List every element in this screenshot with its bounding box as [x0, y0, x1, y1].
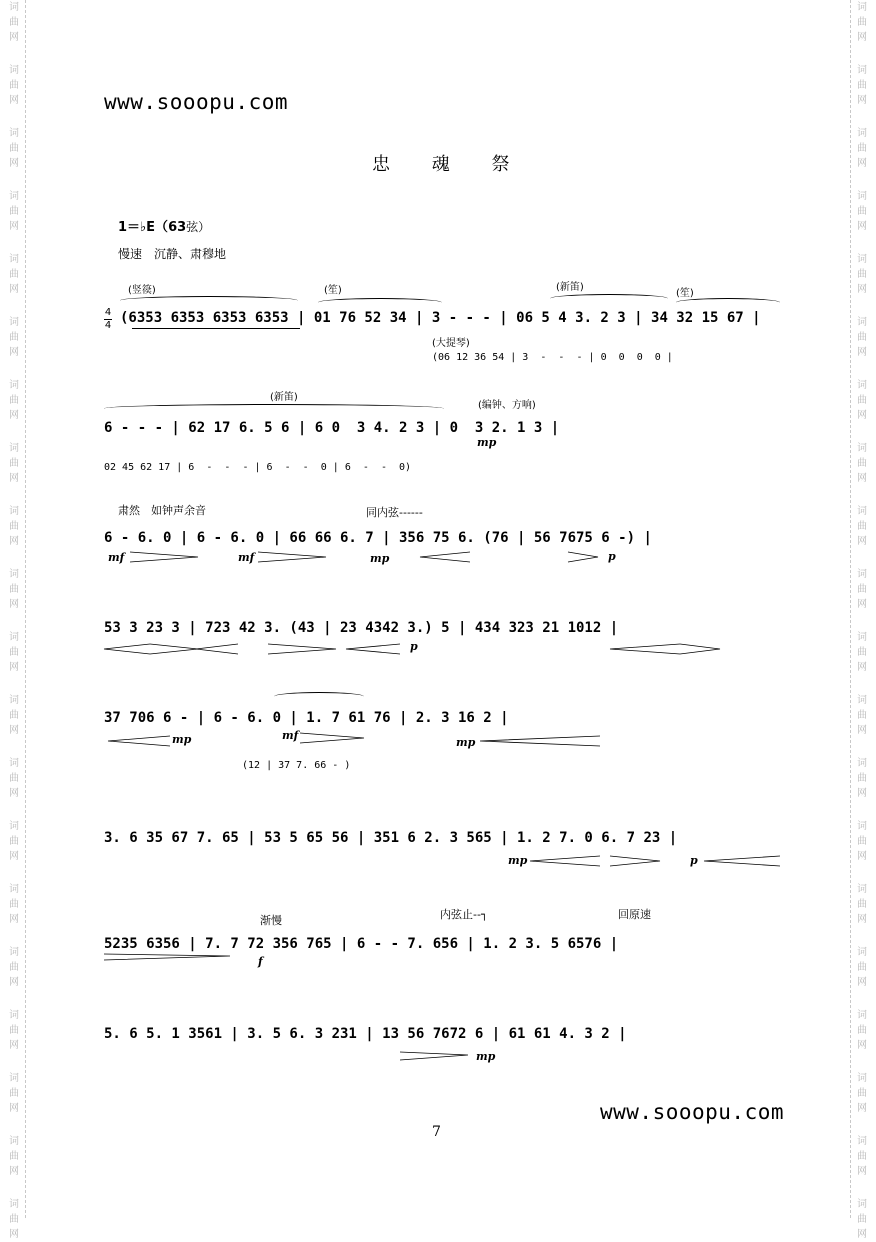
key-strings: 63 [168, 220, 187, 235]
watermark-char: 曲 [857, 269, 867, 280]
watermark-char: 网 [857, 536, 867, 547]
decrescendo-hairpin [300, 733, 364, 743]
crescendo-hairpin [610, 644, 680, 654]
dynamic-marking: mf [108, 551, 125, 564]
watermark-char: 曲 [9, 80, 19, 91]
notation-line: 37 706 6 - | 6 - 6. 0 | 1. 7 61 76 | 2. 3 16 2 | [104, 710, 509, 726]
notation-line: 5. 6 5. 1 3561 | 3. 5 6. 3 231 | 13 56 7672 6 | 61 61 4. 3 2 | [104, 1026, 627, 1042]
watermark-char: 网 [857, 1166, 867, 1177]
watermark-char: 词 [9, 65, 19, 76]
crescendo-hairpin [704, 856, 780, 866]
watermark-char: 曲 [9, 1025, 19, 1036]
watermark-char: 曲 [9, 1088, 19, 1099]
sub-notation-line: (06 12 36 54 | 3 - - - | 0 0 0 0 | [432, 352, 673, 363]
watermark-char: 曲 [857, 332, 867, 343]
notation-line: 53 3 23 3 | 723 42 3. (43 | 23 4342 3.) 5 | 434 323 21 1012 | [104, 620, 619, 636]
decrescendo-hairpin [268, 644, 336, 654]
watermark-char: 词 [9, 1010, 19, 1021]
watermark-char: 词 [857, 569, 867, 580]
dynamic-marking: p [608, 550, 616, 563]
watermark-char: 网 [9, 662, 19, 673]
watermark-char: 网 [9, 1229, 19, 1240]
watermark-char: 词 [857, 632, 867, 643]
watermark-char: 曲 [9, 710, 19, 721]
crescendo-hairpin [196, 644, 238, 654]
watermark-char: 词 [857, 758, 867, 769]
watermark-char: 曲 [857, 1088, 867, 1099]
watermark-char: 网 [857, 347, 867, 358]
watermark-char: 词 [9, 695, 19, 706]
watermark-char: 网 [857, 473, 867, 484]
watermark-char: 曲 [9, 836, 19, 847]
watermark-char: 曲 [857, 17, 867, 28]
watermark-char: 曲 [857, 962, 867, 973]
watermark-char: 词 [9, 569, 19, 580]
notation-line: 6 - - - | 62 17 6. 5 6 | 6 0 3 4. 2 3 | 0 3 2. 1 3 | [104, 420, 560, 436]
watermark-char: 词 [857, 65, 867, 76]
watermark-char: 词 [857, 128, 867, 139]
watermark-char: 曲 [9, 584, 19, 595]
decrescendo-hairpin [150, 644, 198, 654]
watermark-char: 网 [9, 536, 19, 547]
watermark-char: 曲 [9, 521, 19, 532]
watermark-char: 曲 [9, 269, 19, 280]
expression-text: 肃然 如钟声余音 [118, 504, 206, 517]
watermark-char: 网 [857, 599, 867, 610]
key-suffix: 弦） [186, 220, 211, 234]
crescendo-hairpin [530, 856, 600, 866]
watermark-char: 词 [9, 128, 19, 139]
sub-notation-line: (12 | 37 7. 66 - ) [242, 760, 351, 771]
watermark-char: 词 [857, 947, 867, 958]
watermark-char: 曲 [9, 458, 19, 469]
watermark-char: 词 [857, 1136, 867, 1147]
time-signature-bottom: 4 [104, 320, 112, 331]
watermark-char: 词 [857, 1199, 867, 1210]
watermark-char: 网 [857, 221, 867, 232]
watermark-char: 词 [9, 191, 19, 202]
instrument-label: (竖篌) [128, 285, 156, 296]
watermark-char: 网 [857, 725, 867, 736]
watermark-char: 词 [857, 380, 867, 391]
watermark-char: 网 [9, 1166, 19, 1177]
decrescendo-hairpin [400, 1052, 468, 1060]
watermark-char: 网 [9, 284, 19, 295]
time-signature-top: 4 [104, 307, 112, 318]
watermark-char: 网 [857, 1040, 867, 1051]
watermark-char: 曲 [857, 647, 867, 658]
dynamic-marking: mf [238, 551, 255, 564]
instrument-label: (新笛) [270, 392, 298, 403]
page-number: 7 [432, 1124, 441, 1140]
watermark-char: 词 [9, 758, 19, 769]
expression-text: 渐慢 [260, 914, 282, 927]
instrument-label: (编钟、方响) [478, 400, 536, 411]
watermark-char: 词 [857, 443, 867, 454]
watermark-char: 网 [9, 725, 19, 736]
decrescendo-hairpin [104, 954, 230, 960]
watermark-char: 曲 [9, 143, 19, 154]
watermark-char: 词 [9, 2, 19, 13]
expression-text: 回原速 [618, 908, 651, 921]
watermark-char: 曲 [857, 1214, 867, 1225]
watermark-char: 网 [9, 410, 19, 421]
watermark-char: 网 [9, 347, 19, 358]
crescendo-hairpin [346, 644, 400, 654]
crescendo-hairpin [420, 552, 470, 562]
watermark-char: 词 [9, 506, 19, 517]
watermark-char: 词 [857, 506, 867, 517]
watermark-char: 词 [857, 821, 867, 832]
notation-line: 3. 6 35 67 7. 65 | 53 5 65 56 | 351 6 2. 3 565 | 1. 2 7. 0 6. 7 23 | [104, 830, 678, 846]
watermark-char: 网 [857, 662, 867, 673]
tempo-marking: 慢速 沉静、肃穆地 [118, 247, 227, 261]
watermark-char: 词 [9, 821, 19, 832]
watermark-char: 词 [9, 884, 19, 895]
notation-line: 5235 6356 | 7. 7 72 356 765 | 6 - - 7. 656 | 1. 2 3. 5 6576 | [104, 936, 619, 952]
watermark-char: 曲 [857, 80, 867, 91]
watermark-char: 曲 [857, 521, 867, 532]
watermark-char: 曲 [857, 395, 867, 406]
dynamic-marking: mp [477, 436, 497, 449]
watermark-char: 词 [9, 632, 19, 643]
watermark-char: 网 [857, 914, 867, 925]
watermark-char: 词 [857, 695, 867, 706]
watermark-char: 网 [9, 788, 19, 799]
decrescendo-hairpin [258, 552, 326, 562]
watermark-char: 曲 [9, 899, 19, 910]
notation-line: (6353 6353 6353 6353 | 01 76 52 34 | 3 - - - | 06 5 4 3. 2 3 | 34 32 15 67 | [120, 310, 761, 326]
dynamic-marking: mp [476, 1050, 496, 1063]
watermark-char: 网 [9, 851, 19, 862]
watermark-char: 曲 [9, 206, 19, 217]
watermark-char: 网 [9, 32, 19, 43]
dynamic-marking: mf [282, 729, 299, 742]
watermark-char: 词 [9, 1136, 19, 1147]
site-url-top: www.sooopu.com [104, 90, 289, 114]
watermark-char: 网 [9, 977, 19, 988]
watermark-char: 网 [857, 284, 867, 295]
decrescendo-hairpin [610, 856, 660, 866]
watermark-char: 曲 [857, 458, 867, 469]
watermark-char: 曲 [9, 962, 19, 973]
dynamic-marking: mp [456, 736, 476, 749]
decrescendo-hairpin [680, 644, 720, 654]
watermark-char: 网 [857, 851, 867, 862]
crescendo-hairpin [104, 644, 150, 654]
watermark-char: 网 [9, 1040, 19, 1051]
instrument-label: (笙) [324, 285, 342, 296]
watermark-char: 曲 [857, 710, 867, 721]
watermark-char: 曲 [9, 332, 19, 343]
crescendo-hairpin [480, 736, 600, 746]
watermark-char: 网 [857, 1103, 867, 1114]
notation-line: 6 - 6. 0 | 6 - 6. 0 | 66 66 6. 7 | 356 75 6. (76 | 56 7675 6 -) | [104, 530, 652, 546]
dynamic-marking: p [690, 854, 698, 867]
watermark-char: 曲 [9, 773, 19, 784]
watermark-char: 网 [9, 599, 19, 610]
decrescendo-hairpin [568, 552, 598, 562]
watermark-char: 词 [857, 317, 867, 328]
watermark-char: 曲 [9, 647, 19, 658]
dynamic-marking: mp [508, 854, 528, 867]
watermark-char: 网 [857, 95, 867, 106]
instrument-label: (大提琴) [432, 338, 470, 349]
watermark-char: 曲 [857, 899, 867, 910]
expression-text: 同内弦------ [366, 506, 423, 519]
score-title: 忠 魂 祭 [372, 154, 528, 175]
watermark-char: 词 [9, 254, 19, 265]
watermark-char: 曲 [857, 1151, 867, 1162]
watermark-char: 网 [9, 914, 19, 925]
watermark-char: 曲 [9, 395, 19, 406]
watermark-char: 网 [857, 158, 867, 169]
watermark-char: 网 [857, 1229, 867, 1240]
watermark-char: 曲 [9, 1214, 19, 1225]
watermark-char: 网 [857, 410, 867, 421]
watermark-char: 网 [9, 473, 19, 484]
watermark-char: 曲 [857, 584, 867, 595]
watermark-char: 词 [857, 1073, 867, 1084]
watermark-char: 词 [9, 947, 19, 958]
watermark-char: 词 [857, 191, 867, 202]
watermark-char: 曲 [857, 836, 867, 847]
instrument-label: (笙) [676, 288, 694, 299]
crescendo-hairpin [108, 736, 170, 746]
key-main: 1＝♭E（ [118, 220, 169, 235]
dynamic-marking: f [258, 955, 263, 968]
watermark-char: 曲 [857, 773, 867, 784]
watermark-char: 网 [9, 1103, 19, 1114]
watermark-char: 词 [857, 1010, 867, 1021]
watermark-char: 曲 [857, 143, 867, 154]
site-url-bottom: www.sooopu.com [600, 1100, 785, 1124]
expression-text: 内弦止--┐ [440, 908, 488, 921]
watermark-char: 词 [9, 380, 19, 391]
watermark-char: 曲 [857, 1025, 867, 1036]
watermark-char: 词 [9, 317, 19, 328]
dynamic-marking: mp [172, 733, 192, 746]
watermark-char: 曲 [9, 1151, 19, 1162]
instrument-label: (新笛) [556, 282, 584, 293]
watermark-char: 词 [9, 1073, 19, 1084]
watermark-char: 网 [9, 158, 19, 169]
watermark-char: 曲 [9, 17, 19, 28]
watermark-char: 网 [857, 977, 867, 988]
watermark-char: 网 [9, 221, 19, 232]
watermark-char: 词 [9, 443, 19, 454]
watermark-char: 网 [9, 95, 19, 106]
watermark-char: 网 [857, 32, 867, 43]
sub-notation-line: 02 45 62 17 | 6 - - - | 6 - - 0 | 6 - - 0) [104, 462, 412, 473]
watermark-char: 词 [857, 254, 867, 265]
watermark-char: 网 [857, 788, 867, 799]
decrescendo-hairpin [130, 552, 198, 562]
watermark-char: 曲 [857, 206, 867, 217]
dynamic-marking: mp [370, 552, 390, 565]
watermark-char: 词 [857, 2, 867, 13]
watermark-char: 词 [857, 884, 867, 895]
dynamic-marking: p [410, 640, 418, 653]
watermark-char: 词 [9, 1199, 19, 1210]
